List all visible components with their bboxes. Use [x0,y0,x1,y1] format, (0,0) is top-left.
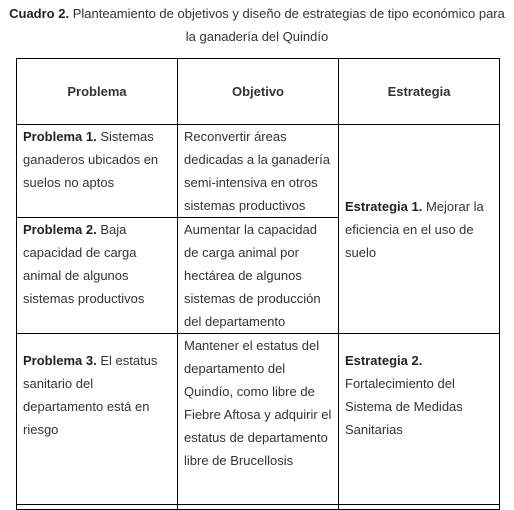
table-row-continuation [17,505,500,510]
problem-label: Problema 3. [23,353,97,368]
strategy-label: Estrategia 2. [345,353,423,368]
empty-cell [178,505,339,510]
table-row [17,334,500,505]
strategy-cell [339,125,500,334]
strategy-cell [339,334,500,505]
objective-cell: Aumentar la capacidad de carga animal por hectárea de algunos sistemas de producción del departamento [178,218,339,334]
problem-label: Problema 1. [23,129,97,144]
table-caption [0,2,514,48]
objective-cell: Reconvertir áreas dedicadas a la ganadería semi-intensiva en otros sistemas productivos [178,125,339,218]
table-header-row [17,59,500,125]
problem-cell [17,125,178,218]
strategy-text: Mejorar la eficiencia en el uso de suelo [345,198,484,260]
strategy-text: Fortalecimiento del Sistema de Medidas Sanitarias [345,376,463,437]
header-estrategia: Estrategia [339,59,500,125]
objective-cell: Mantener el estatus del departamento del Quindío, como libre de Fiebre Aftosa y adquirir el estatus de departamento libre de Brucellosis [178,334,339,505]
problem-cell [17,218,178,334]
problem-cell [17,334,178,505]
objectives-strategies-table [16,58,500,510]
problem-text: Sistemas ganaderos ubicados en suelos no aptos [23,129,159,190]
problem-text: El estatus sanitario del departamento está en riesgo [23,353,158,437]
header-problema: Problema [17,59,178,125]
strategy-label: Estrategia 1. [345,198,423,214]
problem-label: Problema 2. [23,222,97,237]
empty-cell [17,505,178,510]
table-row [17,125,500,218]
caption-text-line1: Planteamiento de objetivos y diseño de estrategias de tipo económico para [72,6,505,21]
header-objetivo: Objetivo [178,59,339,125]
caption-text-line2: la ganadería del Quindío [185,29,329,44]
caption-label: Cuadro 2. [9,6,70,21]
empty-cell [339,505,500,510]
problem-text: Baja capacidad de carga animal de algunos sistemas productivos [23,222,145,306]
